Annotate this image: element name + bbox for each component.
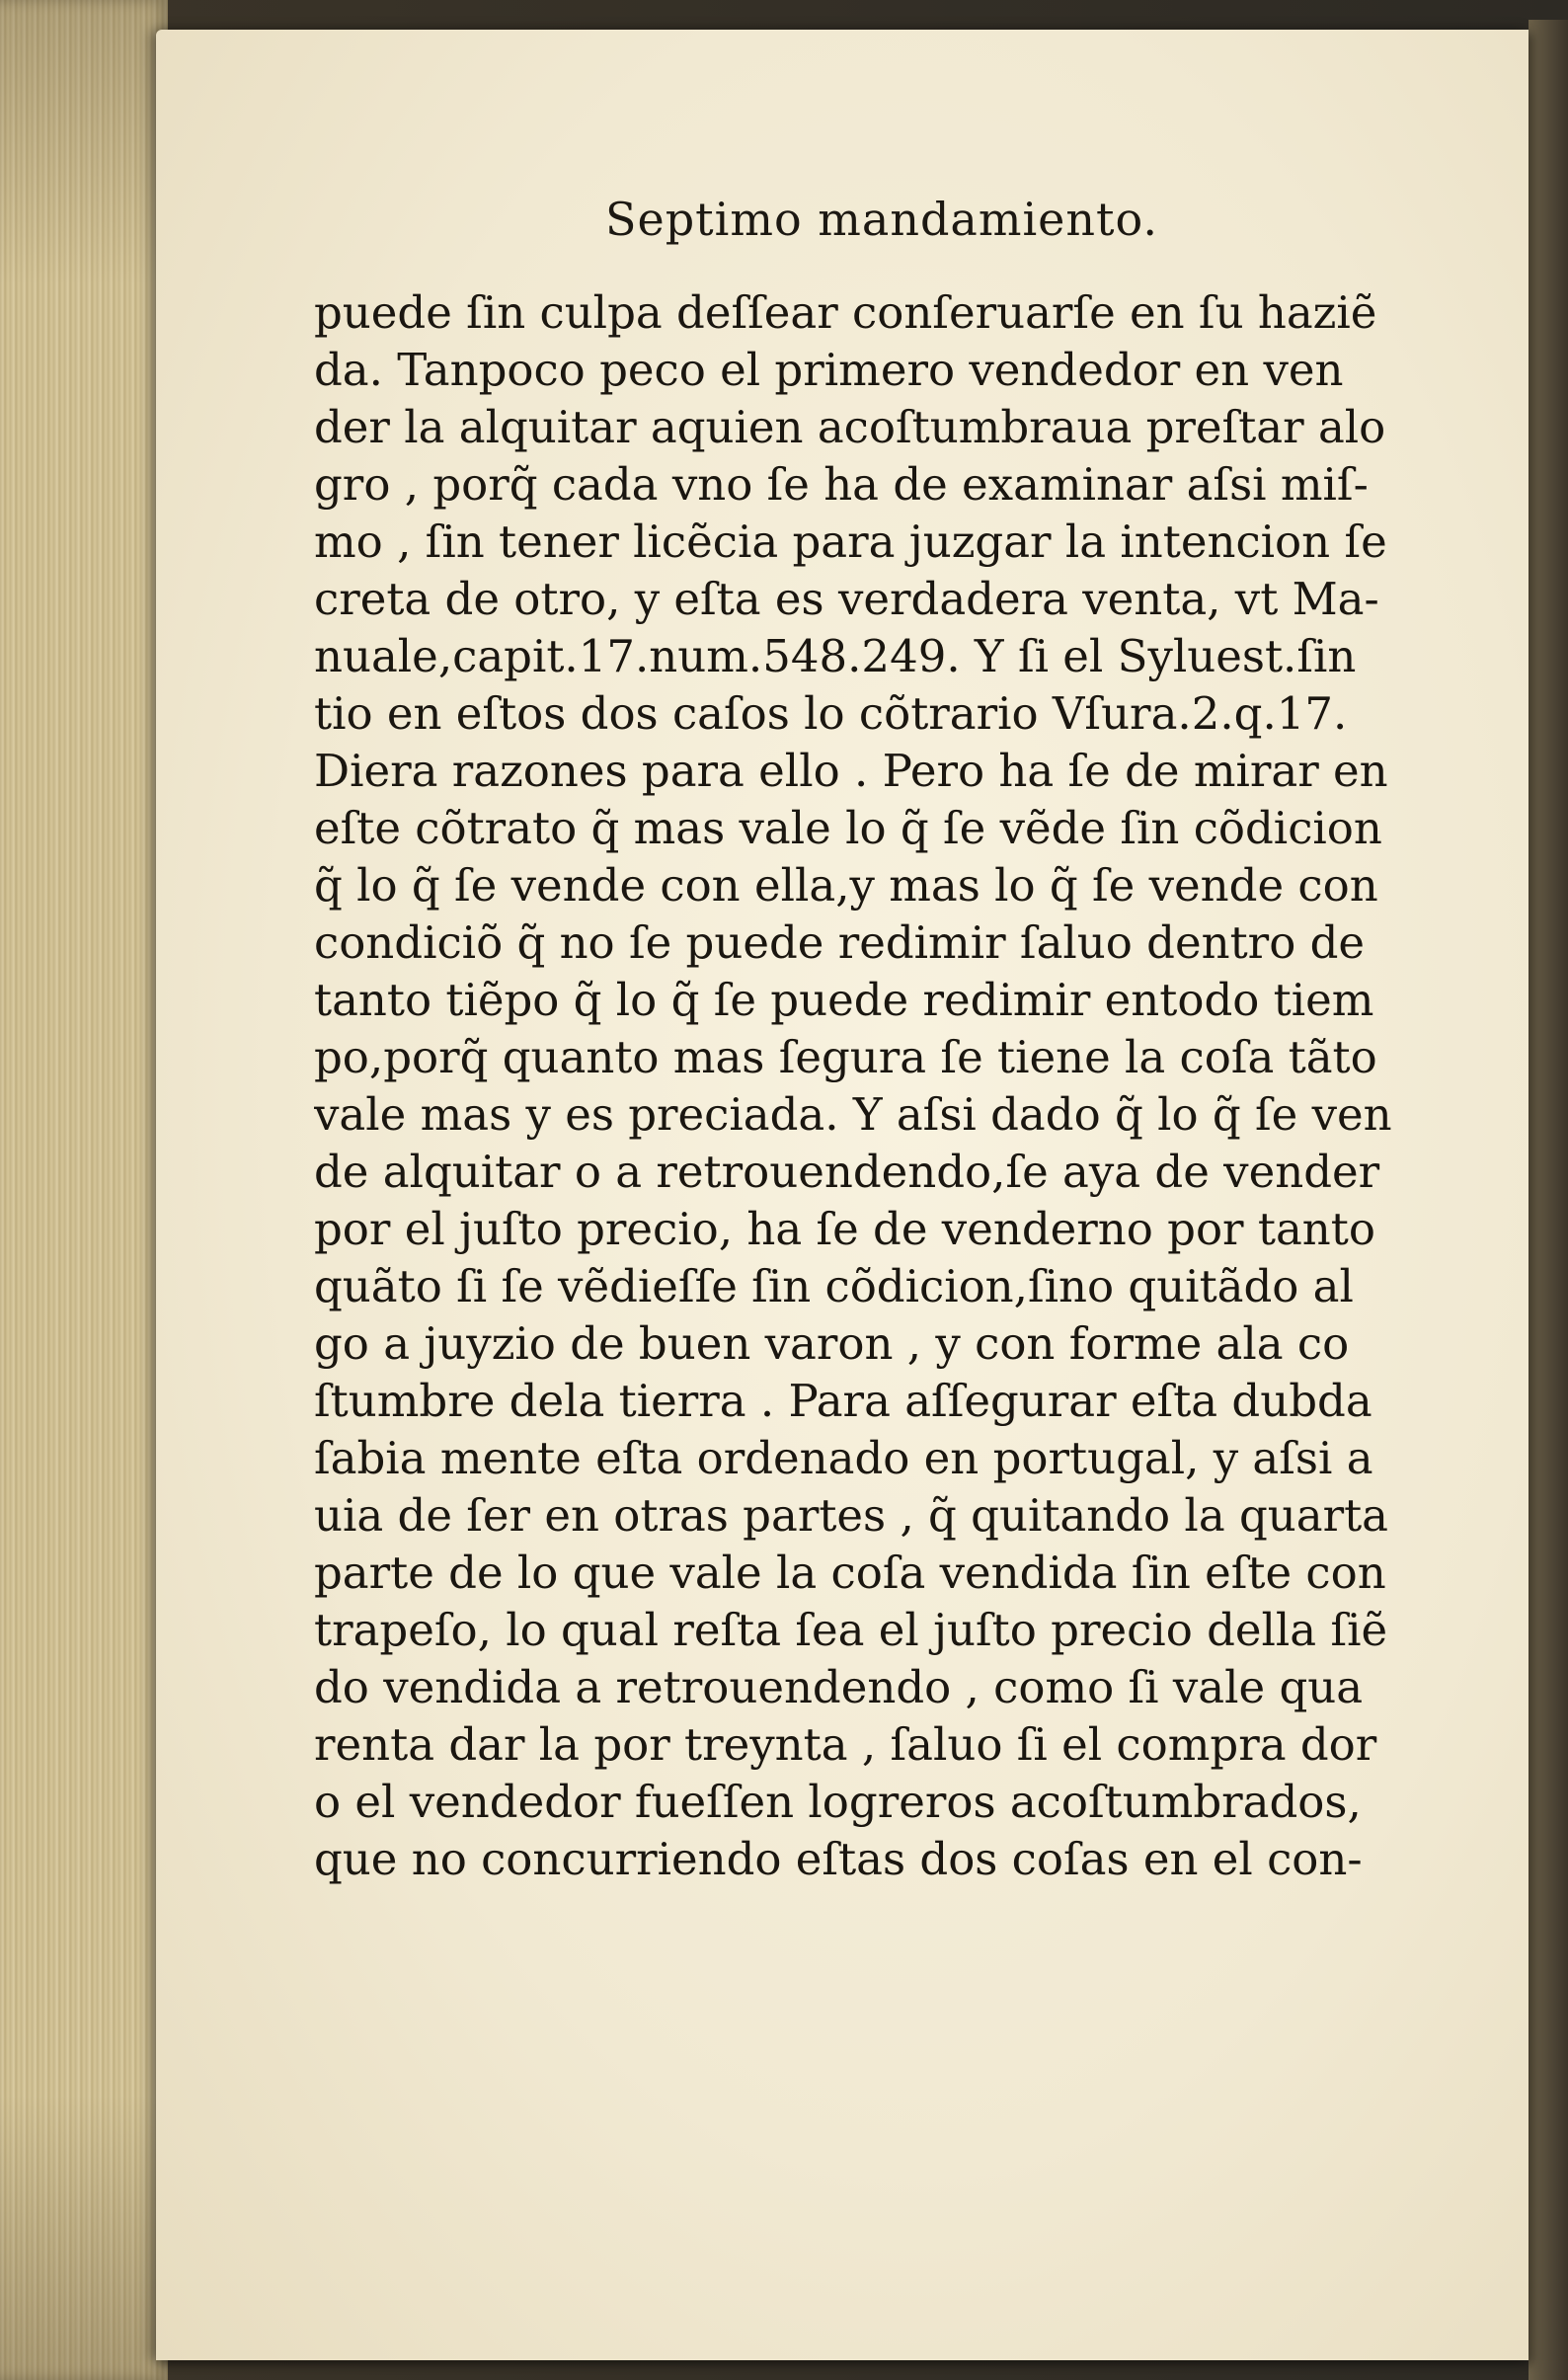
text-line: quãto ſi ſe vẽdieſſe ſin cõdicion,ſino quitãdo al bbox=[314, 1260, 1354, 1312]
text-line: tanto tiẽpo q̃ lo q̃ ſe puede redimir entodo tiem bbox=[314, 974, 1374, 1026]
text-line: go a juyzio de buen varon , y con forme ala co bbox=[314, 1317, 1350, 1370]
text-line: po,porq̃ quanto mas ſegura ſe tiene la coſa tãto bbox=[314, 1031, 1377, 1083]
text-line: da. Tanpoco peco el primero vendedor en ven bbox=[314, 344, 1344, 396]
text-line: por el juſto precio, ha ſe de venderno por tanto bbox=[314, 1203, 1375, 1255]
text-line: eſte cõtrato q̃ mas vale lo q̃ ſe vẽde ſin cõdicion bbox=[314, 802, 1382, 854]
text-line: tio en eſtos dos caſos lo cõtrario Vſura.2.q.17. bbox=[314, 687, 1348, 740]
text-line: parte de lo que vale la coſa vendida ſin eſte con bbox=[314, 1547, 1386, 1599]
body-text bbox=[314, 284, 1529, 1888]
text-line: do vendida a retrouendendo , como ſi vale qua bbox=[314, 1661, 1364, 1713]
book-page bbox=[156, 30, 1529, 2360]
text-line: Diera razones para ello . Pero ha ſe de mirar en bbox=[314, 745, 1388, 797]
text-line: puede ſin culpa deſſear conſeruarſe en ſu haziẽ bbox=[314, 286, 1377, 339]
text-line: uia de ſer en otras partes , q̃ quitando la quarta bbox=[314, 1489, 1388, 1542]
text-line: ſtumbre dela tierra . Para aſſegurar eſta dubda bbox=[314, 1375, 1372, 1427]
text-line: trapeſo, lo qual reſta ſea el juſto precio della ſiẽ bbox=[314, 1604, 1388, 1656]
text-line: o el vendedor fueſſen logreros acoſtumbrados, bbox=[314, 1776, 1362, 1828]
text-line: q̃ lo q̃ ſe vende con ella,y mas lo q̃ ſe vende con bbox=[314, 859, 1378, 912]
text-line: vale mas y es preciada. Y aſsi dado q̃ lo q̃ ſe ven bbox=[314, 1088, 1392, 1141]
text-line: que no concurriendo eſtas dos coſas en el con- bbox=[314, 1833, 1363, 1885]
text-line: de alquitar o a retrouendendo,ſe aya de vender bbox=[314, 1146, 1380, 1198]
binding-edge bbox=[1529, 20, 1568, 2380]
text-line: condiciõ q̃ no ſe puede redimir ſaluo dentro de bbox=[314, 916, 1366, 969]
running-head: Septimo mandamiento. bbox=[604, 193, 1159, 246]
page-edges bbox=[0, 0, 168, 2380]
text-line: nuale,capit.17.num.548.249. Y ſi el Syluest.ſin bbox=[314, 630, 1357, 682]
text-line: ſabia mente eſta ordenado en portugal, y aſsi a bbox=[314, 1432, 1373, 1484]
text-line: mo , ſin tener licẽcia para juzgar la intencion ſe bbox=[314, 516, 1387, 568]
text-line: renta dar la por treynta , ſaluo ſi el compra dor bbox=[314, 1718, 1377, 1771]
text-line: gro , porq̃ cada vno ſe ha de examinar aſsi miſ- bbox=[314, 458, 1369, 511]
text-line: der la alquitar aquien acoſtumbraua preſtar alo bbox=[314, 401, 1386, 453]
text-line: creta de otro, y eſta es verdadera venta, vt Ma- bbox=[314, 573, 1379, 625]
